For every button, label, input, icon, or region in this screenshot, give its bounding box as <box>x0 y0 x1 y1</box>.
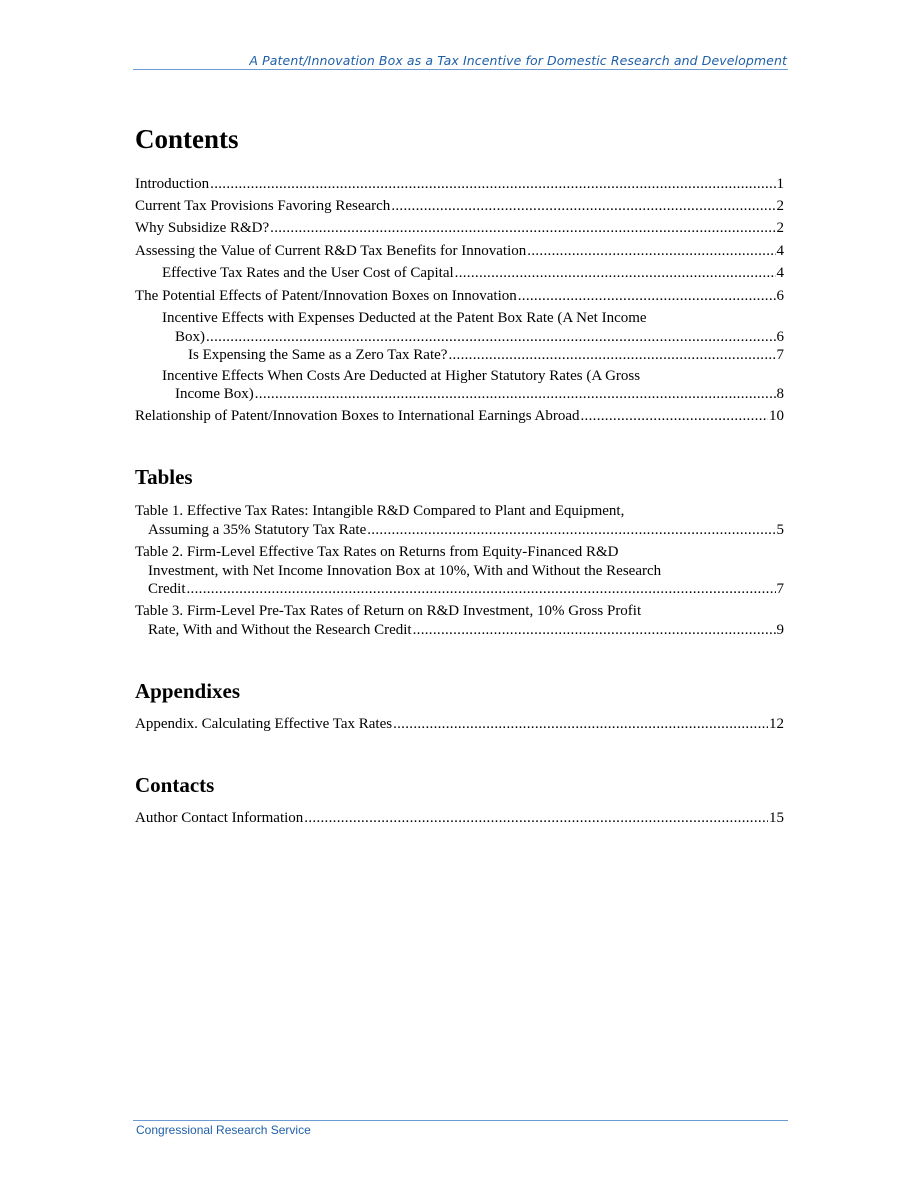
toc-entry-assessing-value[interactable]: Assessing the Value of Current R&D Tax Benefits for Innovation ..... 4 <box>135 241 784 261</box>
toc-entry-effective-tax-rates[interactable]: Effective Tax Rates and the User Cost of Capital ..... 4 <box>162 263 784 283</box>
table-2-line1[interactable]: Table 2. Firm-Level Effective Tax Rates on Returns from Equity-Financed R&D <box>135 544 619 560</box>
toc-entry-gross-income-box[interactable]: Income Box) ..... 8 <box>175 384 784 404</box>
contacts-heading: Contacts <box>135 773 215 797</box>
toc-entry-current-tax-provisions[interactable]: Current Tax Provisions Favoring Research ..... 2 <box>135 196 784 216</box>
table-3-entry[interactable]: Rate, With and Without the Research Credit ..... 9 <box>148 620 784 640</box>
table-1-entry[interactable]: Assuming a 35% Statutory Tax Rate ..... 5 <box>148 520 784 540</box>
toc-entry-why-subsidize[interactable]: Why Subsidize R&D? ..... 2 <box>135 218 784 238</box>
footer-rule <box>133 1120 788 1121</box>
toc-entry-expensing-zero-rate[interactable]: Is Expensing the Same as a Zero Tax Rate? ..... 7 <box>188 345 784 365</box>
toc-entry-introduction[interactable]: Introduction ..... 1 <box>135 174 784 194</box>
appendix-entry[interactable]: Appendix. Calculating Effective Tax Rates ..... 12 <box>135 714 784 734</box>
table-1-line1[interactable]: Table 1. Effective Tax Rates: Intangible R&D Compared to Plant and Equipment, <box>135 503 625 519</box>
appendixes-heading: Appendixes <box>135 679 241 703</box>
toc-entry-gross-income-line1[interactable]: Incentive Effects When Costs Are Deducted at Higher Statutory Rates (A Gross <box>162 368 641 384</box>
contents-heading: Contents <box>135 124 239 154</box>
tables-heading: Tables <box>135 465 193 489</box>
header-rule <box>133 69 788 70</box>
toc-entry-net-income-box[interactable]: Box) ..... 6 <box>175 327 784 347</box>
toc-entry-potential-effects[interactable]: The Potential Effects of Patent/Innovation Boxes on Innovation ..... 6 <box>135 286 784 306</box>
table-2-entry[interactable]: Credit ..... 7 <box>148 579 784 599</box>
contacts-entry[interactable]: Author Contact Information ..... 15 <box>135 808 784 828</box>
toc-entry-international-earnings[interactable]: Relationship of Patent/Innovation Boxes to International Earnings Abroad ..... 10 <box>135 406 784 426</box>
toc-entry-net-income-line1[interactable]: Incentive Effects with Expenses Deducted at the Patent Box Rate (A Net Income <box>162 310 647 326</box>
table-2-line2[interactable]: Investment, with Net Income Innovation Box at 10%, With and Without the Research <box>148 563 662 579</box>
running-footer: Congressional Research Service <box>136 1123 311 1137</box>
running-header: A Patent/Innovation Box as a Tax Incentive for Domestic Research and Development <box>249 53 787 68</box>
table-3-line1[interactable]: Table 3. Firm-Level Pre-Tax Rates of Return on R&D Investment, 10% Gross Profit <box>135 603 642 619</box>
